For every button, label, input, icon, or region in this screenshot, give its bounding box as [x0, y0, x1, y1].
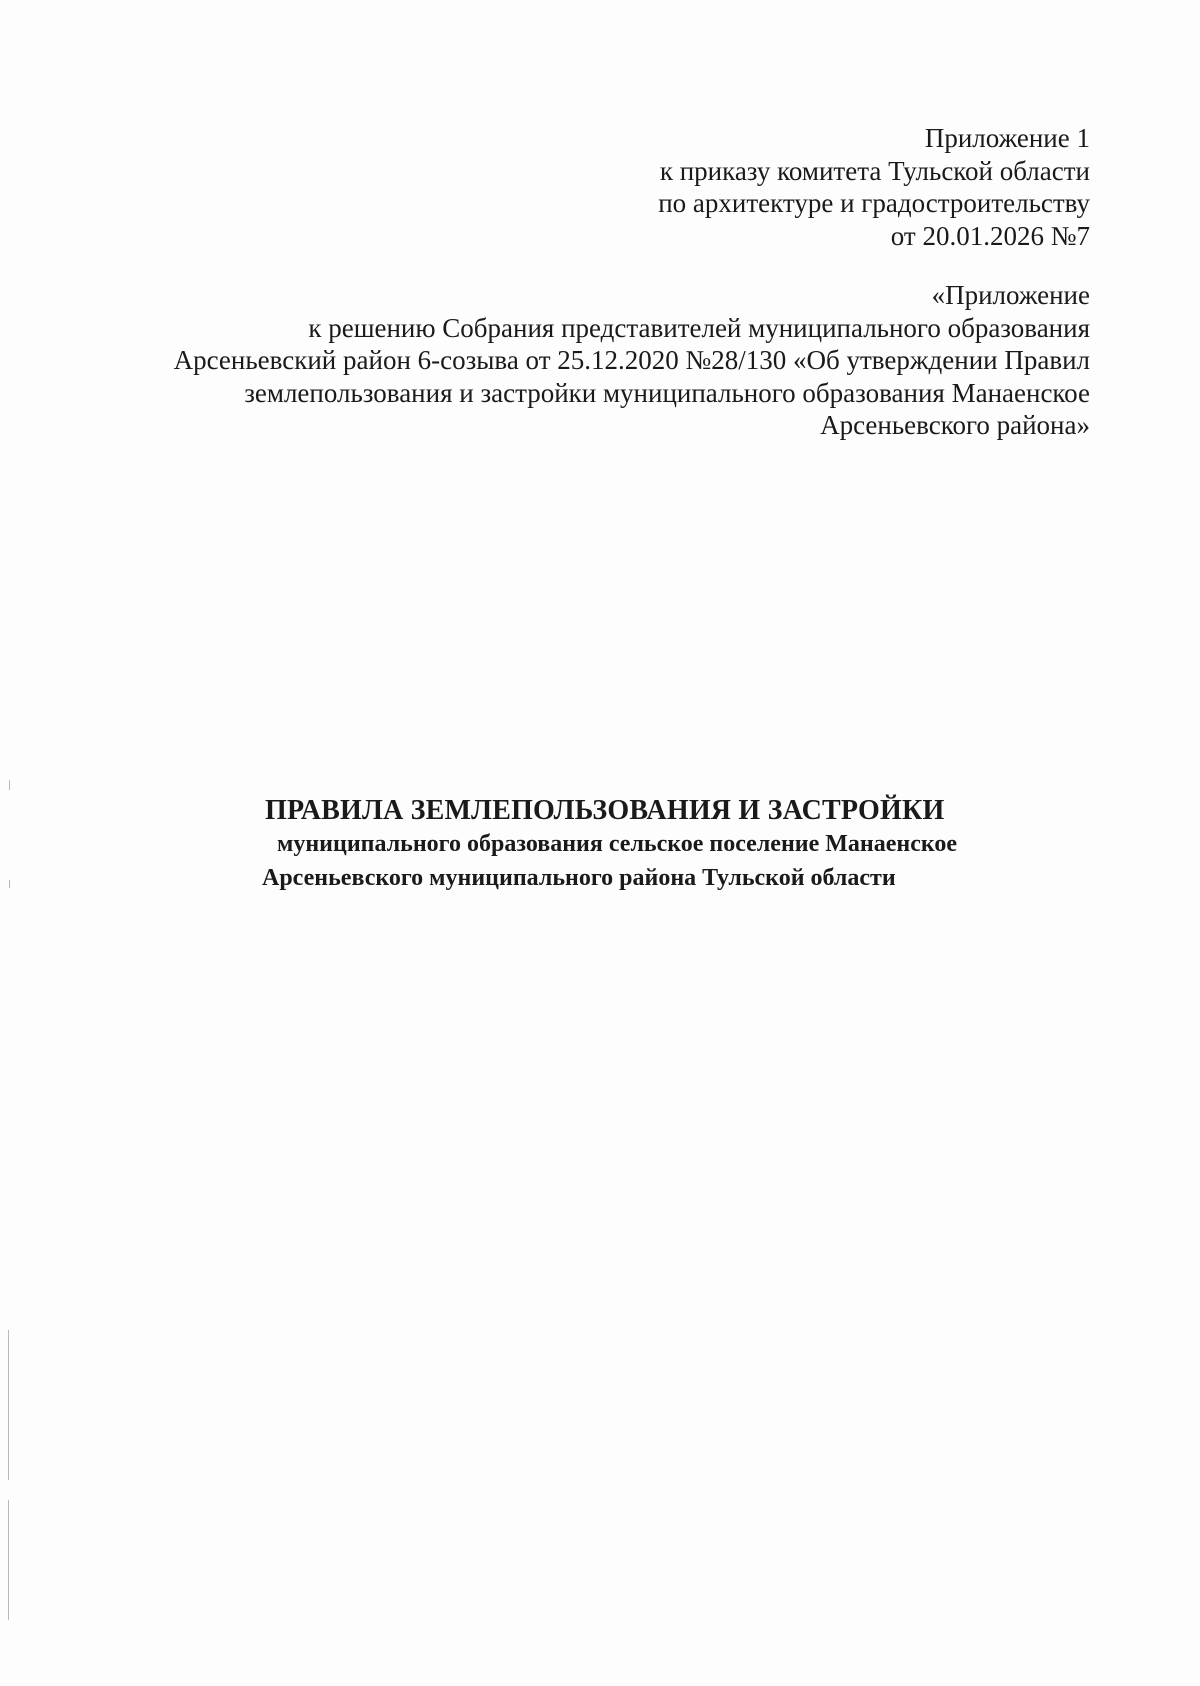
reference-line-1: «Приложение [931, 280, 1090, 310]
scan-artifact [8, 1500, 9, 1620]
reference-line-5: Арсеньевского района» [820, 410, 1090, 440]
document-title: ПРАВИЛА ЗЕМЛЕПОЛЬЗОВАНИЯ И ЗАСТРОЙКИ [265, 795, 945, 826]
scan-artifact [9, 880, 10, 888]
reference-line-3: Арсеньевский район 6-созыва от 25.12.2020 №28/130 «Об утверждении Правил [173, 345, 1090, 375]
appendix-committee: по архитектуре и градостроительству [658, 188, 1090, 218]
document-subtitle-line-2: Арсеньевского муниципального района Тульской области [262, 865, 896, 891]
appendix-order-ref: к приказу комитета Тульской области [659, 155, 1090, 186]
appendix-date-number: от 20.01.2026 №7 [890, 220, 1090, 251]
appendix-number: Приложение 1 [924, 123, 1090, 153]
decision-reference [90, 279, 1090, 442]
document-subtitle-line-1: муниципального образования сельское поселение Манаенское [277, 831, 958, 857]
appendix-header [390, 122, 1090, 252]
reference-line-4: землепользования и застройки муниципального образования Манаенское [244, 377, 1090, 408]
reference-line-2: к решению Собрания представителей муниципального образования [308, 312, 1090, 343]
scan-artifact [8, 1330, 9, 1480]
scan-artifact [9, 780, 10, 790]
